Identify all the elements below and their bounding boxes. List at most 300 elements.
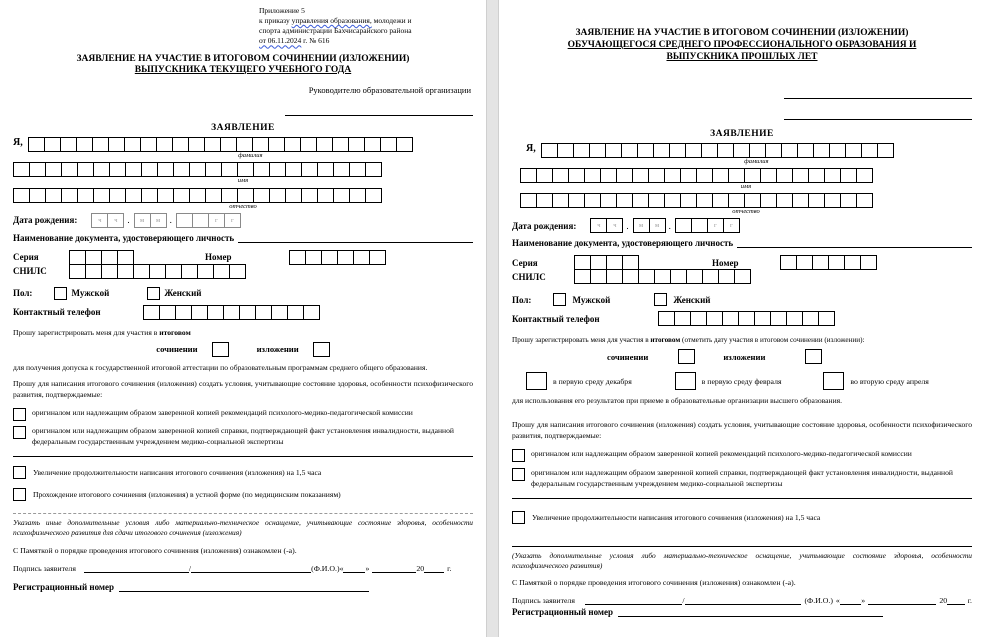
char-cell[interactable] [380,137,397,152]
form-heading: ЗАЯВЛЕНИЕ [211,123,275,134]
checkbox-izlozhenie[interactable] [805,349,822,364]
char-cell[interactable] [333,162,350,177]
char-cell[interactable] [706,311,723,326]
february-option-label: в первую среду февраля [701,376,782,386]
checkbox-february[interactable] [675,372,696,390]
char-cell[interactable] [285,162,302,177]
phone-cells[interactable] [143,305,319,320]
char-cell[interactable] [101,250,118,265]
year-suffix: г. [447,563,452,573]
char-cell[interactable] [213,264,230,279]
seria-cells[interactable] [69,250,133,265]
checkbox-disability[interactable] [13,426,26,439]
checkbox-pmpk[interactable] [512,449,525,462]
char-cell[interactable] [680,168,697,183]
char-cell[interactable] [520,193,537,208]
quote-open: « [339,563,344,573]
char-cell[interactable] [638,269,655,284]
register-bold-word: итоговом [159,327,191,337]
char-cell[interactable] [305,250,322,265]
char-cell[interactable] [197,264,214,279]
char-cell[interactable] [861,143,878,158]
checkbox-sochinenie[interactable] [678,349,695,364]
char-cell[interactable] [606,255,623,270]
month-input-line[interactable] [868,595,936,605]
char-cell[interactable] [140,137,157,152]
char-cell[interactable] [61,162,78,177]
year-input-line[interactable] [947,595,965,605]
char-cell[interactable] [220,137,237,152]
char-cell[interactable] [133,264,150,279]
char-cell[interactable] [221,162,238,177]
char-cell[interactable] [840,168,857,183]
char-cell[interactable] [60,137,77,152]
document-name-input-line[interactable] [238,233,473,243]
addressee-blank-line[interactable] [285,105,473,116]
fio-input-line[interactable] [188,563,311,573]
char-cell[interactable] [616,193,633,208]
char-cell[interactable] [632,168,649,183]
char-cell[interactable] [125,188,142,203]
phone-cells[interactable] [658,311,834,326]
birthdate-day-cells[interactable] [590,218,622,233]
char-cell[interactable] [573,143,590,158]
char-cell[interactable] [664,193,681,208]
char-cell[interactable]: ч [91,213,108,228]
checkbox-extra-time[interactable] [13,466,26,479]
char-cell[interactable] [396,137,413,152]
char-cell[interactable] [686,269,703,284]
char-cell[interactable] [728,168,745,183]
char-cell[interactable] [712,193,729,208]
char-cell[interactable] [856,168,873,183]
appendix-line1: Приложение 5 [259,6,305,15]
char-cell[interactable] [674,311,691,326]
char-cell[interactable] [189,162,206,177]
char-cell[interactable] [141,162,158,177]
char-cell[interactable] [622,269,639,284]
char-cell[interactable] [658,311,675,326]
char-cell[interactable] [117,250,134,265]
char-cell[interactable] [584,168,601,183]
char-cell[interactable] [101,264,118,279]
addressee-blank-line[interactable] [784,109,972,120]
april-option-label: во вторую среду апреля [850,376,929,386]
char-cell[interactable] [797,143,814,158]
checkbox-extra-time[interactable] [512,511,525,524]
char-cell[interactable] [369,250,386,265]
char-cell[interactable] [669,143,686,158]
firstname-cells-row[interactable] [520,168,972,183]
char-cell[interactable] [301,162,318,177]
char-cell[interactable] [824,193,841,208]
char-cell[interactable]: г [707,218,724,233]
char-cell[interactable] [664,168,681,183]
char-cell[interactable] [749,143,766,158]
male-label: Мужской [71,288,110,299]
char-cell[interactable] [285,188,302,203]
char-cell[interactable] [365,188,382,203]
char-cell[interactable]: м [649,218,666,233]
snils-cells[interactable] [69,264,245,279]
char-cell[interactable] [568,168,585,183]
char-cell[interactable] [29,188,46,203]
char-cell[interactable] [287,305,304,320]
char-cell[interactable]: ч [606,218,623,233]
char-cell[interactable] [191,305,208,320]
char-cell[interactable] [812,255,829,270]
char-cell[interactable] [269,162,286,177]
char-cell[interactable] [316,137,333,152]
char-cell[interactable] [584,193,601,208]
checkbox-pmpk[interactable] [13,408,26,421]
char-cell[interactable] [722,311,739,326]
char-cell[interactable] [520,168,537,183]
appendix-text: к приказу [259,16,292,26]
char-cell[interactable]: м [150,213,167,228]
char-cell[interactable]: г [208,213,225,228]
char-cell[interactable] [109,162,126,177]
char-cell[interactable] [301,188,318,203]
char-cell[interactable] [632,193,649,208]
char-cell[interactable] [648,193,665,208]
char-cell[interactable] [552,168,569,183]
char-cell[interactable] [654,269,671,284]
checkbox-disability[interactable] [512,468,525,481]
char-cell[interactable] [776,193,793,208]
char-cell[interactable] [192,213,209,228]
char-cell[interactable] [204,137,221,152]
char-cell[interactable] [844,255,861,270]
patronymic-cells-row[interactable] [520,193,972,208]
char-cell[interactable] [552,193,569,208]
char-cell[interactable] [117,264,134,279]
char-cell[interactable] [770,311,787,326]
char-cell[interactable] [223,305,240,320]
char-cell[interactable] [364,137,381,152]
char-cell[interactable] [718,269,735,284]
page-title [13,54,473,78]
char-cell[interactable] [173,188,190,203]
char-cell[interactable] [207,305,224,320]
char-cell[interactable] [253,162,270,177]
char-cell[interactable] [685,143,702,158]
char-cell[interactable] [176,213,193,228]
char-cell[interactable] [69,250,86,265]
char-cell[interactable] [269,188,286,203]
char-cell[interactable]: ч [590,218,607,233]
char-cell[interactable] [77,188,94,203]
condition-option-2-label: оригиналом или надлежащим образом заверенной копией справки, подтверждающей факт установления инвалидности, выданной федеральным государственным учреждением медико-социальной экспертизы [531,467,953,489]
char-cell[interactable] [792,168,809,183]
char-cell[interactable] [691,218,708,233]
char-cell[interactable] [44,137,61,152]
day-input-line[interactable] [343,563,365,573]
char-cell[interactable]: г [723,218,740,233]
surname-cells-row[interactable] [541,143,972,158]
char-cell[interactable] [600,168,617,183]
birthdate-month-cells[interactable] [134,213,166,228]
char-cell[interactable] [670,269,687,284]
month-input-line[interactable] [372,563,416,573]
char-cell[interactable] [85,264,102,279]
char-cell[interactable] [734,269,751,284]
char-cell[interactable] [574,269,591,284]
char-cell[interactable] [143,305,160,320]
izlozhenie-label: изложении [723,351,766,362]
char-cell[interactable] [205,162,222,177]
char-cell[interactable] [108,137,125,152]
char-cell[interactable] [802,311,819,326]
char-cell[interactable] [289,250,306,265]
char-cell[interactable] [349,162,366,177]
birthdate-year-cells[interactable] [176,213,240,228]
char-cell[interactable] [93,162,110,177]
char-cell[interactable] [237,162,254,177]
char-cell[interactable] [589,143,606,158]
char-cell[interactable] [813,143,830,158]
char-cell[interactable] [728,193,745,208]
char-cell[interactable] [237,188,254,203]
char-cell[interactable] [776,168,793,183]
char-cell[interactable] [13,188,30,203]
char-cell[interactable] [77,162,94,177]
firstname-cells-row[interactable] [13,162,473,177]
char-cell[interactable] [701,143,718,158]
char-cell[interactable] [92,137,109,152]
char-cell[interactable] [85,250,102,265]
registration-number-input-line[interactable] [119,582,369,592]
char-cell[interactable] [637,143,654,158]
char-cell[interactable] [253,188,270,203]
char-cell[interactable] [157,188,174,203]
char-cell[interactable] [675,218,692,233]
register-text: Прошу зарегистрировать меня для участия в [13,327,160,337]
char-cell[interactable] [181,264,198,279]
char-cell[interactable] [828,255,845,270]
day-input-line[interactable] [840,595,861,605]
char-cell[interactable] [317,162,334,177]
char-cell[interactable] [792,193,809,208]
char-cell[interactable] [690,311,707,326]
char-cell[interactable] [93,188,110,203]
char-cell[interactable] [229,264,246,279]
char-cell[interactable] [840,193,857,208]
char-cell[interactable] [321,250,338,265]
char-cell[interactable] [786,311,803,326]
char-cell[interactable] [536,193,553,208]
char-cell[interactable] [765,143,782,158]
char-cell[interactable] [252,137,269,152]
char-cell[interactable] [45,162,62,177]
checkbox-male[interactable] [553,293,566,306]
nomer-cells[interactable] [289,250,385,265]
char-cell[interactable] [76,137,93,152]
char-cell[interactable] [13,162,30,177]
char-cell[interactable] [45,188,62,203]
char-cell[interactable] [124,137,141,152]
year-input-line[interactable] [424,563,444,573]
char-cell[interactable] [172,137,189,152]
checkbox-oral-form[interactable] [13,488,26,501]
char-cell[interactable] [605,143,622,158]
char-cell[interactable] [29,162,46,177]
char-cell[interactable]: м [134,213,151,228]
checkbox-april[interactable] [823,372,844,390]
char-cell[interactable] [600,193,617,208]
char-cell[interactable] [157,162,174,177]
char-cell[interactable] [69,264,86,279]
char-cell[interactable] [300,137,317,152]
registration-number-input-line[interactable] [618,607,883,617]
appendix-line3: спорта администрации Бахчисарайского района [259,26,412,36]
checkbox-male[interactable] [54,287,67,300]
document-name-input-line[interactable] [737,238,972,248]
registration-number-label: Регистрационный номер [512,607,614,618]
register-text: (отметить дату участия в итоговом сочинении (изложении): [680,336,865,345]
char-cell[interactable] [156,137,173,152]
checkbox-izlozhenie[interactable] [313,342,330,357]
char-cell[interactable] [590,269,607,284]
char-cell[interactable] [616,168,633,183]
nomer-cells[interactable] [780,255,876,270]
checkbox-female[interactable] [147,287,160,300]
char-cell[interactable] [621,143,638,158]
char-cell[interactable] [824,168,841,183]
char-cell[interactable] [333,188,350,203]
seria-cells[interactable] [574,255,638,270]
char-cell[interactable] [568,193,585,208]
char-cell[interactable] [536,168,553,183]
char-cell[interactable] [856,193,873,208]
char-cell[interactable] [332,137,349,152]
appendix-text: молодежи и [371,16,412,26]
char-cell[interactable] [284,137,301,152]
char-cell[interactable] [165,264,182,279]
char-cell[interactable] [141,188,158,203]
char-cell[interactable] [173,162,190,177]
patronymic-caption: отчество [732,207,760,215]
char-cell[interactable] [271,305,288,320]
char-cell[interactable] [744,193,761,208]
char-cell[interactable] [205,188,222,203]
char-cell[interactable] [738,311,755,326]
char-cell[interactable] [845,143,862,158]
char-cell[interactable] [829,143,846,158]
fio-label: (Ф.И.О.) [311,563,340,573]
char-cell[interactable] [337,250,354,265]
char-cell[interactable] [268,137,285,152]
char-cell[interactable] [255,305,272,320]
char-cell[interactable] [348,137,365,152]
fio-input-line[interactable] [685,595,802,605]
register-request-line [512,335,972,345]
char-cell[interactable] [696,168,713,183]
char-cell[interactable] [590,255,607,270]
char-cell[interactable] [653,143,670,158]
char-cell[interactable] [622,255,639,270]
snils-label: СНИЛС [512,271,546,282]
char-cell[interactable]: г [224,213,241,228]
char-cell[interactable] [557,143,574,158]
signature-input-line[interactable] [585,595,685,606]
patronymic-cells-row[interactable] [13,188,473,203]
char-cell[interactable] [236,137,253,152]
char-cell[interactable] [606,269,623,284]
char-cell[interactable] [760,168,777,183]
char-cell[interactable] [221,188,238,203]
char-cell[interactable] [365,162,382,177]
char-cell[interactable] [744,168,761,183]
section-divider [512,498,972,499]
char-cell[interactable] [760,193,777,208]
char-cell[interactable] [860,255,877,270]
char-cell[interactable] [349,188,366,203]
char-cell[interactable] [574,255,591,270]
char-cell[interactable] [754,311,771,326]
additional-conditions-note: Указать иные дополнительные условия либо материально-техническое оснащение, учитывающие состояние здоровья, особенности психофизического развития для сдачи итогового сочинения (изложения) [13,517,473,538]
quote-close: » [365,563,370,573]
char-cell[interactable] [188,137,205,152]
char-cell[interactable] [353,250,370,265]
char-cell[interactable] [877,143,894,158]
char-cell[interactable] [818,311,835,326]
year-suffix: г. [967,596,972,606]
char-cell[interactable] [189,188,206,203]
char-cell[interactable]: ч [107,213,124,228]
checkbox-female[interactable] [654,293,667,306]
char-cell[interactable] [149,264,166,279]
char-cell[interactable] [175,305,192,320]
char-cell[interactable] [696,193,713,208]
char-cell[interactable] [808,168,825,183]
char-cell[interactable]: м [633,218,650,233]
registration-number-row [13,582,473,592]
birthdate-year-cells[interactable] [675,218,739,233]
char-cell[interactable] [541,143,558,158]
char-cell[interactable] [648,168,665,183]
appendix-line2 [259,16,473,26]
char-cell[interactable] [239,305,256,320]
surname-cells-row[interactable] [28,137,473,152]
checkbox-december[interactable] [526,372,547,390]
checkbox-sochinenie[interactable] [212,342,229,357]
char-cell[interactable] [109,188,126,203]
condition-option-2 [512,467,972,490]
char-cell[interactable] [733,143,750,158]
char-cell[interactable] [680,193,697,208]
char-cell[interactable] [125,162,142,177]
char-cell[interactable] [28,137,45,152]
char-cell[interactable] [808,193,825,208]
char-cell[interactable] [780,255,797,270]
char-cell[interactable] [317,188,334,203]
birthdate-month-cells[interactable] [633,218,665,233]
char-cell[interactable] [61,188,78,203]
char-cell[interactable] [796,255,813,270]
char-cell[interactable] [781,143,798,158]
char-cell[interactable] [159,305,176,320]
char-cell[interactable] [712,168,729,183]
char-cell[interactable] [702,269,719,284]
birthdate-day-cells[interactable] [91,213,123,228]
char-cell[interactable] [303,305,320,320]
char-cell[interactable] [717,143,734,158]
signature-label: Подпись заявителя [13,563,76,573]
signature-input-line[interactable] [84,563,192,573]
addressee-blank-line[interactable] [784,88,972,99]
snils-cells[interactable] [574,269,750,284]
